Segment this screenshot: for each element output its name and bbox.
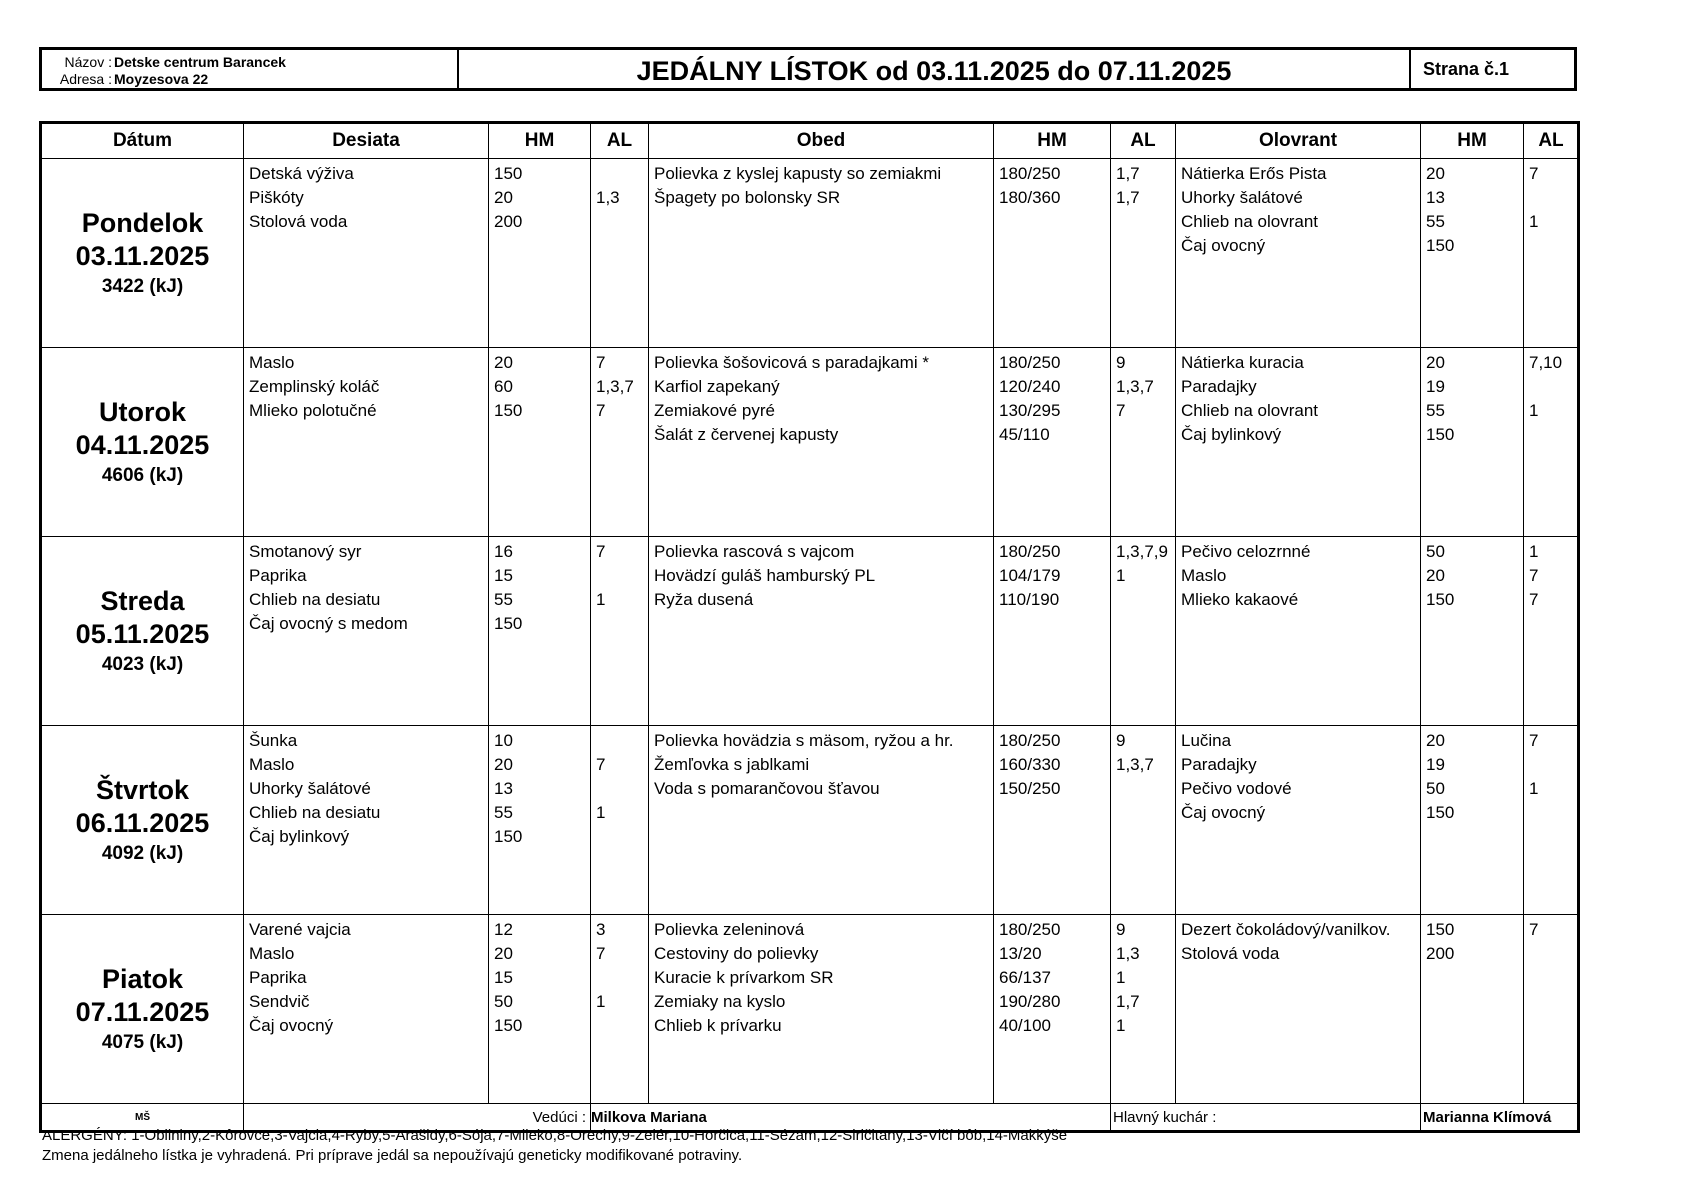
menu-item-line: Mlieko polotučné	[249, 401, 377, 420]
menu-item-line: Detská výživa	[249, 164, 354, 183]
column-header: Dátum	[41, 123, 244, 159]
menu-item-line: Kuracie k prívarkom SR	[654, 968, 834, 987]
olovrant-items	[1176, 159, 1421, 348]
desiata-items	[244, 915, 489, 1104]
menu-item-line: Špagety po bolonsky SR	[654, 188, 841, 207]
veduci-label: Vedúci :	[244, 1104, 591, 1132]
menu-item-line: Varené vajcia	[249, 920, 351, 939]
menu-item-line: 55	[1426, 212, 1445, 231]
menu-item-line: 130/295	[999, 401, 1061, 420]
desiata-al	[591, 915, 649, 1104]
desiata-hm	[489, 726, 591, 915]
menu-item-line: Lučina	[1181, 731, 1232, 750]
column-header: HM	[994, 123, 1111, 159]
menu-item-line: Stolová voda	[1181, 944, 1280, 963]
menu-item-line: 7	[596, 353, 606, 372]
menu-item-line: Chlieb k prívarku	[654, 1016, 782, 1035]
menu-item-line: 19	[1426, 755, 1445, 774]
menu-item-line	[1116, 423, 1175, 447]
menu-item-line: 9	[1116, 920, 1126, 939]
menu-item-line: 7	[1529, 590, 1539, 609]
menu-item-line: Čaj ovocný	[249, 1016, 334, 1035]
menu-item-line: 20	[1426, 353, 1445, 372]
olovrant-al	[1524, 159, 1579, 348]
menu-item-line: Paradajky	[1181, 755, 1257, 774]
menu-item-line: Zemiakové pyré	[654, 401, 775, 420]
menu-item-line	[1529, 375, 1578, 399]
menu-item-line: Hovädzí guláš hamburský PL	[654, 566, 876, 585]
column-header: AL	[591, 123, 649, 159]
menu-item-line: 55	[494, 590, 513, 609]
menu-item-line: 20	[494, 188, 513, 207]
menu-item-line: 1	[1116, 1016, 1126, 1035]
day-energy: 4092 (kJ)	[101, 842, 184, 864]
name-label: Názov :	[64, 54, 112, 70]
day-date: 06.11.2025	[75, 807, 210, 838]
menu-item-line: 1,3,7	[596, 377, 634, 396]
menu-item-line: 190/280	[999, 992, 1061, 1011]
day-name: Piatok	[101, 963, 184, 994]
menu-item-line: 20	[494, 755, 513, 774]
menu-item-line: 1	[596, 590, 606, 609]
desiata-al	[591, 159, 649, 348]
menu-item-line	[1529, 234, 1578, 258]
menu-item-line	[596, 564, 648, 588]
day-energy: 4606 (kJ)	[101, 464, 184, 486]
facility-address: Moyzesova 22	[114, 71, 209, 87]
menu-item-line: Voda s pomarančovou šťavou	[654, 779, 880, 798]
menu-item-line: 55	[1426, 401, 1445, 420]
menu-item-line: Maslo	[249, 944, 295, 963]
menu-item-line: Čaj ovocný s medom	[249, 614, 408, 633]
day-row	[41, 915, 1579, 1104]
menu-item-line: 3	[596, 920, 606, 939]
menu-item-line: 7	[1529, 566, 1539, 585]
menu-item-line: 150	[1426, 425, 1455, 444]
allergen-list: ALERGÉNY: 1-Obilniny,2-Kôrovce,3-Vajcia,4-Ryby,5-Arašidy,6-Sója,7-Mlieko,8-Orechy,9-Zelér,10-Horčica,11-Sézam,12-Siričitany,13-Vlčí bôb,14-Mäkkýše	[42, 1127, 1068, 1144]
day-date-cell	[41, 915, 244, 1104]
menu-item-line: Chlieb na olovrant	[1181, 401, 1319, 420]
allergen-legend	[42, 1126, 1067, 1166]
menu-item-line: 180/250	[999, 542, 1061, 561]
veduci-name: Milkova Mariana	[591, 1104, 1111, 1132]
day-name: Pondelok	[81, 207, 204, 238]
menu-item-line: 1	[596, 992, 606, 1011]
olovrant-al	[1524, 915, 1579, 1104]
menu-item-line: 150	[494, 1016, 523, 1035]
menu-item-line: 1,7	[1116, 992, 1140, 1011]
column-header-row	[41, 123, 1579, 159]
day-energy: 4023 (kJ)	[101, 653, 184, 675]
menu-item-line: 20	[1426, 731, 1445, 750]
menu-item-line: 1,3	[1116, 944, 1140, 963]
menu-item-line: 60	[494, 377, 513, 396]
menu-item-line: 180/250	[999, 353, 1061, 372]
menu-item-line: Uhorky šalátové	[249, 779, 371, 798]
menu-item-line: 1	[1529, 542, 1539, 561]
obed-items	[649, 348, 994, 537]
olovrant-items	[1176, 915, 1421, 1104]
menu-item-line: 1,3,7,9	[1116, 542, 1168, 561]
menu-item-line: Piškóty	[249, 188, 304, 207]
day-date-cell	[41, 348, 244, 537]
menu-item-line: 150	[1426, 590, 1455, 609]
page-number: Strana č.1	[1423, 59, 1510, 79]
menu-item-line: Chlieb na desiatu	[249, 590, 381, 609]
menu-item-line: 1,7	[1116, 164, 1140, 183]
menu-item-line: Čaj bylinkový	[249, 827, 350, 846]
menu-item-line: 1,7	[1116, 188, 1140, 207]
obed-hm	[994, 915, 1111, 1104]
olovrant-hm	[1421, 537, 1524, 726]
menu-item-line: 9	[1116, 731, 1126, 750]
menu-item-line: 7	[1529, 731, 1539, 750]
desiata-hm	[489, 159, 591, 348]
menu-table	[39, 121, 1580, 1133]
menu-item-line: 9	[1116, 353, 1126, 372]
menu-item-line: Zemplinský koláč	[249, 377, 380, 396]
menu-item-line: 7	[596, 542, 606, 561]
obed-al	[1111, 348, 1176, 537]
menu-item-line: 55	[494, 803, 513, 822]
obed-hm	[994, 348, 1111, 537]
menu-item-line: Polievka rascová s vajcom	[654, 542, 855, 561]
desiata-items	[244, 726, 489, 915]
menu-item-line: Nátierka Erős Pista	[1181, 164, 1327, 183]
menu-item-line: 16	[494, 542, 513, 561]
menu-item-line: 12	[494, 920, 513, 939]
column-header: HM	[489, 123, 591, 159]
menu-item-line: 1	[1529, 779, 1539, 798]
desiata-hm	[489, 537, 591, 726]
menu-item-line: 1	[1529, 401, 1539, 420]
menu-item-line: 40/100	[999, 1016, 1051, 1035]
column-header: Desiata	[244, 123, 489, 159]
menu-item-line: 7	[1116, 401, 1126, 420]
menu-item-line: Maslo	[249, 353, 295, 372]
desiata-al	[591, 726, 649, 915]
column-header: Obed	[649, 123, 994, 159]
menu-item-line: Šunka	[249, 731, 298, 750]
kuchar-label: Hlavný kuchár :	[1111, 1104, 1421, 1132]
day-energy: 3422 (kJ)	[101, 275, 184, 297]
menu-item-line: 1	[1529, 212, 1539, 231]
obed-al	[1111, 915, 1176, 1104]
olovrant-al	[1524, 726, 1579, 915]
menu-item-line: 104/179	[999, 566, 1061, 585]
menu-item-line: Maslo	[1181, 566, 1227, 585]
menu-item-line: 50	[494, 992, 513, 1011]
menu-item-line: 50	[1426, 779, 1445, 798]
ms-label: MŠ	[41, 1104, 244, 1132]
obed-al	[1111, 726, 1176, 915]
menu-item-line: Dezert čokoládový/vanilkov.	[1181, 920, 1391, 939]
olovrant-items	[1176, 348, 1421, 537]
menu-item-line	[1116, 777, 1175, 801]
menu-item-line: Paprika	[249, 968, 307, 987]
olovrant-hm	[1421, 915, 1524, 1104]
olovrant-items	[1176, 726, 1421, 915]
menu-item-line: 50	[1426, 542, 1445, 561]
day-date: 07.11.2025	[75, 996, 210, 1027]
obed-hm	[994, 537, 1111, 726]
menu-item-line: Čaj bylinkový	[1181, 425, 1282, 444]
menu-item-line: 200	[1426, 944, 1455, 963]
menu-item-line: 150	[494, 614, 523, 633]
menu-item-line: 7	[596, 755, 606, 774]
day-row	[41, 537, 1579, 726]
menu-item-line	[1116, 588, 1175, 612]
desiata-items	[244, 348, 489, 537]
menu-item-line: Čaj ovocný	[1181, 803, 1266, 822]
menu-item-line: Chlieb na olovrant	[1181, 212, 1319, 231]
menu-item-line	[596, 1014, 648, 1038]
menu-item-line	[1529, 942, 1578, 966]
facility-info	[42, 50, 459, 88]
desiata-hm	[489, 915, 591, 1104]
olovrant-items	[1176, 537, 1421, 726]
menu-item-line: 1,3	[596, 188, 620, 207]
menu-item-line: Stolová voda	[249, 212, 348, 231]
olovrant-hm	[1421, 726, 1524, 915]
menu-item-line: Šalát z červenej kapusty	[654, 425, 839, 444]
desiata-items	[244, 159, 489, 348]
menu-item-line: Pečivo vodové	[1181, 779, 1292, 798]
menu-item-line: Paprika	[249, 566, 307, 585]
menu-item-line: Mlieko kakaové	[1181, 590, 1299, 609]
desiata-items	[244, 537, 489, 726]
day-row	[41, 726, 1579, 915]
menu-item-line	[596, 966, 648, 990]
menu-item-line: 15	[494, 566, 513, 585]
day-date-cell	[41, 726, 244, 915]
menu-item-line: 180/250	[999, 920, 1061, 939]
menu-item-line: Uhorky šalátové	[1181, 188, 1303, 207]
facility-name: Detske centrum Barancek	[114, 54, 286, 70]
menu-item-line: 1,3,7	[1116, 755, 1154, 774]
menu-item-line: 180/250	[999, 164, 1061, 183]
menu-item-line: Smotanový syr	[249, 542, 362, 561]
day-date: 03.11.2025	[75, 240, 210, 271]
menu-item-line: 1,3,7	[1116, 377, 1154, 396]
menu-item-line: 150	[494, 827, 523, 846]
menu-item-line: 13	[494, 779, 513, 798]
menu-item-line	[596, 777, 648, 801]
menu-item-line: 15	[494, 968, 513, 987]
menu-item-line	[1529, 753, 1578, 777]
desiata-al	[591, 537, 649, 726]
obed-items	[649, 726, 994, 915]
menu-item-line: 13/20	[999, 944, 1042, 963]
olovrant-hm	[1421, 348, 1524, 537]
olovrant-al	[1524, 537, 1579, 726]
menu-item-line: 200	[494, 212, 523, 231]
menu-item-line: 19	[1426, 377, 1445, 396]
day-name: Štvrtok	[95, 774, 190, 805]
menu-item-line	[596, 210, 648, 234]
day-name: Utorok	[99, 396, 186, 427]
menu-item-line: 180/250	[999, 731, 1061, 750]
day-name: Streda	[100, 585, 185, 616]
obed-items	[649, 915, 994, 1104]
menu-item-line	[1529, 423, 1578, 447]
menu-item-line: 1	[1116, 566, 1126, 585]
menu-item-line: 150	[1426, 803, 1455, 822]
menu-item-line: 150	[1426, 236, 1455, 255]
menu-item-line: 180/360	[999, 188, 1061, 207]
day-row	[41, 348, 1579, 537]
menu-item-line	[596, 729, 648, 753]
obed-hm	[994, 159, 1111, 348]
menu-item-line: Polievka šošovicová s paradajkami *	[654, 353, 929, 372]
column-header: AL	[1111, 123, 1176, 159]
menu-item-line	[596, 612, 648, 636]
menu-item-line: 7	[1529, 920, 1539, 939]
day-date: 04.11.2025	[75, 429, 210, 460]
menu-item-line: 20	[1426, 566, 1445, 585]
menu-item-line: 20	[494, 944, 513, 963]
menu-item-line: Polievka zeleninová	[654, 920, 805, 939]
menu-item-line: Ryža dusená	[654, 590, 754, 609]
menu-item-line: 13	[1426, 188, 1445, 207]
menu-item-line: 150	[494, 401, 523, 420]
menu-item-line: 1	[596, 803, 606, 822]
obed-al	[1111, 537, 1176, 726]
menu-item-line: 10	[494, 731, 513, 750]
menu-item-line: 7,10	[1529, 353, 1563, 372]
menu-item-line: Paradajky	[1181, 377, 1257, 396]
day-date-cell	[41, 159, 244, 348]
obed-items	[649, 159, 994, 348]
column-header: Olovrant	[1176, 123, 1421, 159]
menu-item-line: 20	[1426, 164, 1445, 183]
menu-item-line	[596, 162, 648, 186]
menu-item-line: 7	[596, 944, 606, 963]
menu-item-line: Pečivo celozrnné	[1181, 542, 1311, 561]
menu-item-line: Chlieb na desiatu	[249, 803, 381, 822]
menu-item-line: Polievka z kyslej kapusty so zemiakmi	[654, 164, 942, 183]
menu-item-line: Cestoviny do polievky	[654, 944, 819, 963]
menu-item-line: Nátierka kuracia	[1181, 353, 1304, 372]
obed-hm	[994, 726, 1111, 915]
column-header: AL	[1524, 123, 1579, 159]
menu-item-line: 150	[1426, 920, 1455, 939]
menu-item-line	[596, 825, 648, 849]
menu-item-line: Čaj ovocný	[1181, 236, 1266, 255]
column-header: HM	[1421, 123, 1524, 159]
menu-item-line: Žemľovka s jablkami	[654, 755, 810, 774]
menu-item-line: 160/330	[999, 755, 1061, 774]
menu-item-line: 20	[494, 353, 513, 372]
menu-note: Zmena jedálneho lístka je vyhradená. Pri príprave jedál sa nepoužívajú geneticky modifikované potraviny.	[42, 1147, 743, 1164]
menu-item-line: 66/137	[999, 968, 1051, 987]
desiata-al	[591, 348, 649, 537]
menu-item-line: 7	[1529, 164, 1539, 183]
menu-item-line	[1529, 186, 1578, 210]
menu-header	[39, 47, 1577, 91]
menu-item-line: 150/250	[999, 779, 1061, 798]
menu-item-line: 110/190	[999, 590, 1060, 609]
menu-title: JEDÁLNY LÍSTOK od 03.11.2025 do 07.11.2025	[459, 50, 1411, 88]
day-date: 05.11.2025	[75, 618, 210, 649]
day-energy: 4075 (kJ)	[101, 1031, 184, 1053]
menu-item-line: 7	[596, 401, 606, 420]
menu-item-line: Zemiaky na kyslo	[654, 992, 786, 1011]
address-label: Adresa :	[59, 71, 112, 87]
menu-item-line: Karfiol zapekaný	[654, 377, 780, 396]
menu-item-line: 1	[1116, 968, 1126, 987]
menu-item-line: Polievka hovädzia s mäsom, ryžou a hr.	[654, 731, 954, 750]
menu-item-line: 45/110	[999, 425, 1050, 444]
day-row	[41, 159, 1579, 348]
menu-item-line: 120/240	[999, 377, 1061, 396]
menu-item-line	[1529, 801, 1578, 825]
desiata-hm	[489, 348, 591, 537]
day-date-cell	[41, 537, 244, 726]
menu-item-line: Maslo	[249, 755, 295, 774]
obed-items	[649, 537, 994, 726]
obed-al	[1111, 159, 1176, 348]
olovrant-al	[1524, 348, 1579, 537]
olovrant-hm	[1421, 159, 1524, 348]
menu-item-line: Sendvič	[249, 992, 310, 1011]
menu-item-line: 150	[494, 164, 523, 183]
kuchar-name: Marianna Klímová	[1421, 1104, 1579, 1132]
